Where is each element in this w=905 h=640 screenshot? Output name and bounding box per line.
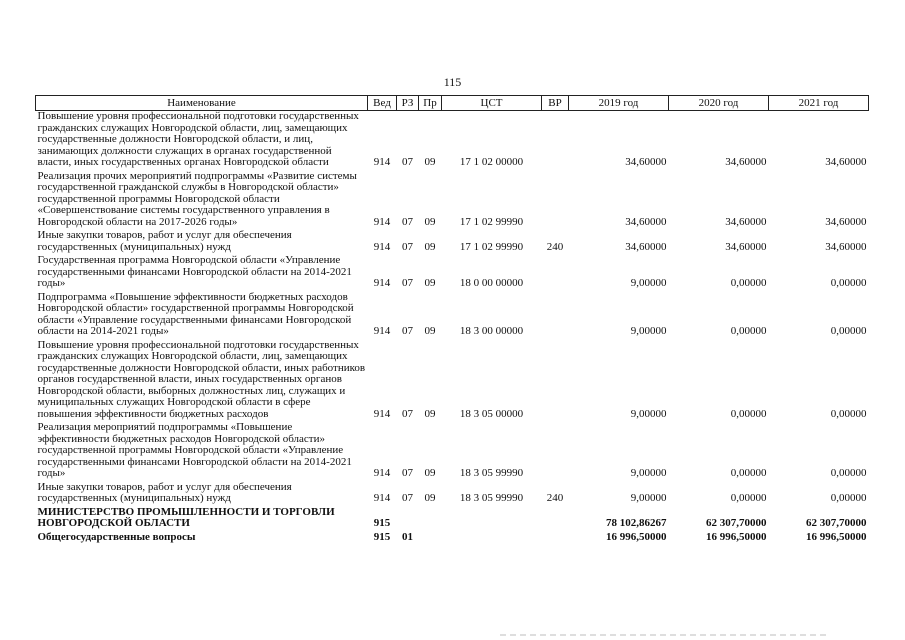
row-rz: 07 [402, 325, 413, 337]
row-ved: 914 [373, 215, 391, 228]
row-pr: 09 [424, 492, 436, 504]
row-pr: 09 [424, 277, 436, 289]
row-rz: 07 [402, 215, 413, 228]
table-row [36, 420, 869, 480]
row-2021: 62 307,70000 [806, 517, 867, 529]
row-name: Повышение уровня профессиональной подготовки государственных гражданских служащих Новгородской области, лиц, замещающих государственные должности Новгородской области, иных работников органов государственной власти, иных государственных органов Новгородской области, выборных должностных лиц, служащих и муниципальных служащих Новгородской области в сфере повышения эффективности бюджетных расходов [37, 338, 366, 420]
page-number: 115 [443, 75, 462, 89]
row-ved: 914 [373, 467, 391, 479]
row-vr [542, 253, 569, 290]
row-rz: 07 [402, 240, 413, 253]
row-2019: 34,60000 [625, 215, 667, 228]
row-rz: 07 [402, 467, 413, 479]
row-ved: 914 [373, 492, 391, 504]
row-pr [419, 530, 442, 544]
row-name: Общегосударственные вопросы [37, 530, 196, 543]
row-2021: 34,60000 [825, 215, 867, 228]
row-2019: 16 996,50000 [606, 530, 667, 543]
row-ved: 914 [373, 407, 391, 420]
header-rz: РЗ [397, 96, 419, 111]
table-row [36, 228, 869, 253]
scan-artifact [500, 634, 830, 636]
row-rz: 07 [402, 156, 413, 168]
row-rz: 01 [402, 530, 413, 543]
table-row [36, 111, 869, 169]
row-2019: 9,00000 [630, 277, 667, 289]
row-pr: 09 [424, 407, 436, 420]
row-2021: 0,00000 [830, 467, 867, 479]
row-rz: 07 [402, 277, 413, 289]
row-pr: 09 [424, 215, 436, 228]
row-ved: 914 [373, 240, 391, 253]
row-2020: 16 996,50000 [706, 530, 767, 543]
table-header [36, 96, 869, 111]
table-body [36, 111, 869, 544]
row-2019: 34,60000 [625, 240, 667, 253]
row-2019: 9,00000 [630, 467, 667, 479]
row-pr: 09 [424, 325, 436, 337]
row-2020: 34,60000 [725, 215, 767, 228]
row-cst: 18 0 00 00000 [459, 277, 524, 289]
row-2019: 9,00000 [630, 325, 667, 337]
budget-table [35, 95, 869, 543]
row-name: Реализация прочих мероприятий подпрограммы «Развитие системы государственной гражданской службы в Новгородской области» государственной программы Новгородской области «Совершенствование системы государственного управления в Новгородской области на 2017-2026 годы» [37, 169, 357, 228]
row-cst: 18 3 05 99990 [459, 492, 524, 504]
table-row [36, 253, 869, 290]
header-2021: 2021 год [769, 96, 869, 111]
row-rz [397, 505, 419, 530]
row-cst: 17 1 02 99990 [459, 215, 524, 228]
header-2020: 2020 год [669, 96, 769, 111]
row-2021: 34,60000 [825, 240, 867, 253]
row-vr [542, 338, 569, 421]
row-name: МИНИСТЕРСТВО ПРОМЫШЛЕННОСТИ И ТОРГОВЛИ НОВГОРОДСКОЙ ОБЛАСТИ [37, 505, 335, 529]
header-pr: Пр [419, 96, 442, 111]
row-vr [542, 420, 569, 480]
row-pr [419, 505, 442, 530]
table-row [36, 169, 869, 229]
row-vr [542, 290, 569, 338]
row-2020: 62 307,70000 [706, 517, 767, 529]
row-2020: 0,00000 [730, 492, 767, 504]
row-vr [542, 530, 569, 544]
row-name: Реализация мероприятий подпрограммы «Повышение эффективности бюджетных расходов Новгородской области» государственной программы Новгородской области «Управление государственными финансами Новгородской области на 2014-2021 годы» [37, 421, 352, 479]
table-row [36, 505, 869, 530]
row-name: Государственная программа Новгородской области «Управление государственными финансами Новгородской области на 2014-2021 годы» [37, 254, 352, 289]
row-2020: 34,60000 [725, 240, 767, 253]
row-name: Повышение уровня профессиональной подготовки государственных гражданских служащих Новгородской области, лиц, замещающих государственные должности Новгородской области, и лиц, занимающих должности служащих в органах государственной власти, иных государственных органах Новгородской области [37, 110, 359, 168]
row-cst [442, 530, 542, 544]
row-vr: 240 [546, 492, 564, 504]
row-ved: 914 [373, 277, 391, 289]
row-pr: 09 [424, 156, 436, 168]
header-cst: ЦСТ [442, 96, 542, 111]
row-vr [542, 169, 569, 229]
table-row [36, 530, 869, 544]
row-name: Иные закупки товаров, работ и услуг для обеспечения государственных (муниципальных) нужд [37, 229, 292, 253]
header-vr: ВР [542, 96, 569, 111]
row-ved: 915 [373, 517, 391, 529]
row-cst: 18 3 05 99990 [459, 467, 524, 479]
row-rz: 07 [402, 492, 413, 504]
row-name: Иные закупки товаров, работ и услуг для обеспечения государственных (муниципальных) нужд [37, 480, 292, 504]
row-2020: 0,00000 [730, 325, 767, 337]
row-2020: 34,60000 [725, 156, 767, 168]
row-cst: 18 3 00 00000 [459, 325, 524, 337]
row-ved: 914 [373, 325, 391, 337]
header-2019: 2019 год [569, 96, 669, 111]
row-2020: 0,00000 [730, 407, 767, 420]
row-2021: 16 996,50000 [806, 530, 867, 543]
row-cst: 17 1 02 00000 [459, 156, 524, 168]
row-pr: 09 [424, 240, 436, 253]
row-ved: 915 [373, 530, 391, 543]
header-ved: Вед [368, 96, 397, 111]
row-name: Подпрограмма «Повышение эффективности бюджетных расходов Новгородской области» государственной программы Новгородской области «Управление государственными финансами Новгородской области на 2014-2021 годы» [37, 290, 354, 337]
row-2019: 9,00000 [630, 492, 667, 504]
row-2021: 34,60000 [825, 156, 867, 168]
row-cst: 17 1 02 99990 [459, 240, 524, 253]
row-2019: 34,60000 [625, 156, 667, 168]
row-2019: 78 102,86267 [606, 517, 667, 529]
table-row [36, 480, 869, 505]
row-2021: 0,00000 [830, 407, 867, 420]
row-pr: 09 [424, 467, 436, 479]
row-cst [442, 505, 542, 530]
table-row [36, 290, 869, 338]
row-vr [542, 505, 569, 530]
row-ved: 914 [373, 156, 391, 168]
row-rz: 07 [402, 407, 413, 420]
row-2021: 0,00000 [830, 277, 867, 289]
table-row [36, 338, 869, 421]
row-2020: 0,00000 [730, 277, 767, 289]
row-2021: 0,00000 [830, 325, 867, 337]
row-cst: 18 3 05 00000 [459, 407, 524, 420]
row-2020: 0,00000 [730, 467, 767, 479]
row-2019: 9,00000 [630, 407, 667, 420]
row-vr [542, 111, 569, 169]
header-name: Наименование [36, 96, 368, 111]
row-2021: 0,00000 [830, 492, 867, 504]
row-vr: 240 [546, 240, 564, 253]
